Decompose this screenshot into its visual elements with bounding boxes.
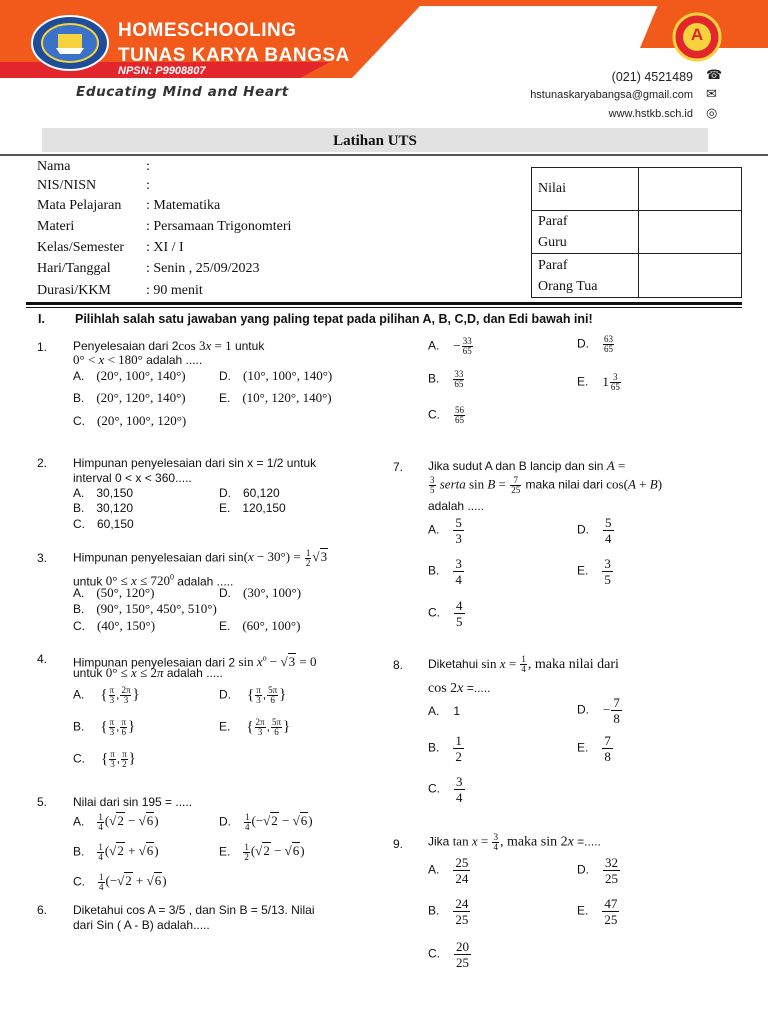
q4-option-e[interactable]: E. { $\frac{2\pi}{3}$ , $\frac{5\pi}{6}$ } [219,717,291,737]
identity-row [37,178,150,194]
q2-option-a[interactable] [73,486,133,500]
nilai-label: Nilai [532,168,639,211]
phone-number: (021) 4521489 [611,70,693,84]
q7-option-c[interactable] [428,598,466,629]
q8-stem-1: Diketahui sin x = $\frac{1}{4}$ , maka nilai dari [428,654,619,674]
q2-d-value: 60,120 [243,486,280,500]
q3-stem-2: untuk $0^\circ \le x \le 720^0$ adalah ..... [73,573,234,589]
q8-option-e[interactable]: E. $\frac{7}{8}$ [577,733,611,764]
q7-stem-1: Jika sudut A dan B lancip dan sin A = [428,458,626,473]
identity-label: Nama [37,159,71,174]
q8-text-c: =..... [463,681,491,695]
q3-text-c: adalah ..... [173,574,234,589]
q4-a-label: A. [73,687,85,702]
q5-a-label: A. [73,814,85,829]
identity-label: NIS/NISN [37,178,97,193]
badge-letter: A [690,25,704,44]
q1-e-label: E. [219,391,231,405]
q9-stem: Jika tan x = $\frac{3}{4}$ , maka sin 2x =..... [428,832,601,852]
q5-d-label: D. [219,814,231,829]
q6-option-b[interactable] [428,370,465,389]
q3-b-label: B. [73,602,85,616]
q2-a-value: 30,150 [96,486,134,500]
q2-e-value: 120,150 [242,501,286,515]
identity-value[interactable]: Senin , 25/09/2023 [153,261,260,276]
q5-e-label: E. [219,844,231,859]
q9-option-c[interactable]: C. $\frac{20}{25}$ [428,939,469,970]
q2-c-value: 60,150 [97,517,134,531]
q3-b-value: (90°, 150°, 450°, 510°) [96,601,217,616]
header-divider [0,154,768,156]
q9-c-label: C. [428,946,440,961]
q3-text-a: Himpunan penyelesaian dari [73,550,229,565]
q3-option-b[interactable] [73,602,217,616]
q1-d-label: D. [219,369,231,383]
email-address: hstunaskaryabangsa@gmail.com [530,89,693,101]
q2-b-value: 30,120 [96,501,134,515]
q8-text-a: Diketahui [428,656,482,671]
q6-option-a[interactable]: A. − $\frac{33}{65}$ [428,336,472,356]
identity-label: Durasi/KKM [37,283,111,298]
q5-option-e[interactable]: E. $\frac{1}{2}$ (√2 − √6) [219,842,305,862]
mail-icon: ✉ [706,86,717,101]
q2-d-label: D. [219,486,231,500]
q3-option-a[interactable] [73,586,154,600]
q3-d-value: (30°, 100°) [243,585,302,600]
q7-a-label: A. [428,522,440,537]
identity-value[interactable]: XI / I [153,240,184,255]
q7-text-c: maka nilai dari [522,477,607,492]
q7-option-a[interactable] [428,515,465,546]
identity-label: Materi [37,219,75,234]
q4-stem-1: Himpunan penyelesaian dari 2 $\sin x^o - √3 = 0$ [73,654,317,670]
q8-stem-2: cos 2x =..... [428,681,491,696]
q1-e-value: (10°, 120°, 140°) [242,390,332,405]
q3-e-value: (60°, 100°) [242,618,301,633]
q8-e-label: E. [577,740,589,755]
q6-a-num: 33 [462,336,472,346]
q4-text-b: untuk [73,666,106,680]
q8-number: 8. [393,658,404,672]
q6-option-c[interactable] [428,406,466,425]
q6-e-num: 3 [610,373,621,383]
q4-option-d[interactable]: D. { $\frac{\pi}{3}$ , $\frac{5\pi}{6}$ } [219,685,287,705]
q6-d-num: 63 [604,334,613,344]
q1-number: 1. [37,340,48,354]
q1-text-c: adalah ..... [142,353,203,367]
q6-c-label: C. [428,407,440,422]
q4-e-label: E. [219,719,231,734]
q8-option-a[interactable] [428,704,460,718]
q1-c-label: C. [73,414,85,428]
q7-number: 7. [393,460,404,474]
q2-option-b[interactable] [73,501,133,515]
identity-value[interactable]: Persamaan Trigonomteri [153,219,292,234]
paraf-guru-label [532,211,639,254]
paraf-ortu-label-2: Orang Tua [538,278,598,294]
q6-number: 6. [37,903,48,917]
q4-option-b[interactable]: B. { $\frac{\pi}{3}$ , $\frac{\pi}{6}$ } [73,717,136,737]
paraf-ortu-label-1: Paraf [538,257,568,273]
q2-e-label: E. [219,501,231,515]
q7-c-label: C. [428,605,440,620]
q5-option-c[interactable]: C. $\frac{1}{4}$ (−√2 + √6) [73,872,167,892]
q6-e-whole: 1 [602,373,609,389]
identity-sep: : [146,240,150,255]
q7-option-d[interactable] [577,515,615,546]
identity-row [37,198,220,214]
q6-d-label: D. [577,336,589,351]
q3-stem-1: Himpunan penyelesaian dari sin(x − 30°) = $\frac{1}{2}$ √3 [73,548,328,568]
school-npsn: NPSN: P9908807 [118,65,206,77]
q1-text-b: untuk [231,339,265,353]
q4-option-c[interactable]: C. { $\frac{\pi}{3}$ , $\frac{\pi}{2}$ } [73,749,136,769]
q2-b-label: B. [73,501,85,515]
q1-option-d[interactable] [219,369,332,383]
q9-e-label: E. [577,903,589,918]
school-name-line2: TUNAS KARYA BANGSA [118,45,350,66]
identity-value[interactable]: Matematika [153,198,221,213]
identity-sep: : [146,198,150,213]
q5-stem: Nilai dari sin 195 = ..... [73,795,193,809]
q8-option-d[interactable]: D. − $\frac{7}{8}$ [577,695,620,726]
q6-b-num: 33 [454,369,464,379]
q4-d-label: D. [219,687,231,702]
q4-option-a[interactable]: A. { $\frac{\pi}{3}$ , $\frac{2\pi}{3}$ } [73,685,140,705]
q3-a-label: A. [73,586,85,600]
identity-row [37,261,260,277]
section-number: I. [38,312,45,326]
school-name-line1: HOMESCHOOLING [118,20,297,41]
q1-option-b[interactable] [73,391,186,405]
q2-option-e[interactable] [219,501,286,515]
q3-c-label: C. [73,619,85,633]
q1-d-value: (10°, 100°, 140°) [243,368,333,383]
identity-label: Hari/Tanggal [37,261,111,276]
banner-shapes [0,0,768,78]
q2-c-label: C. [73,517,85,531]
header-banner [0,0,768,78]
identity-value[interactable]: 90 menit [153,283,203,298]
q4-c-label: C. [73,751,85,766]
school-logo [30,14,110,72]
q6-b-den: 65 [454,379,464,389]
q1-a-value: (20°, 100°, 140°) [96,368,186,383]
globe-icon: ◎ [706,105,718,120]
q9-text-b: , maka [499,834,541,850]
q6-option-e[interactable] [577,373,622,392]
q6-e-label: E. [577,374,589,389]
nilai-cell[interactable] [639,168,742,211]
q3-text-b: untuk [73,574,106,589]
q5-c-label: C. [73,874,85,889]
identity-sep: : [146,219,150,234]
identity-sep: : [146,178,150,193]
paraf-ortu-label [532,254,639,298]
identity-sep: : [146,261,150,276]
q4-text-a: Himpunan penyelesaian dari 2 [73,655,239,670]
q1-stem-2: 0° < x < 180° adalah ..... [73,352,203,367]
q9-number: 9. [393,837,404,851]
q3-option-c[interactable] [73,619,155,633]
q7-d-label: D. [577,522,589,537]
q2-stem-2: interval 0 < x < 360..... [73,471,192,485]
q3-option-d[interactable] [219,586,301,600]
q3-number: 3. [37,551,48,565]
q8-d-label: D. [577,702,589,717]
q4-b-label: B. [73,719,85,734]
q5-option-b[interactable]: B. $\frac{1}{4}$ (√2 + √6) [73,842,159,862]
q1-option-c[interactable] [73,414,186,428]
q6-b-label: B. [428,371,440,386]
q4-text-c: adalah ..... [163,666,223,680]
q5-option-a[interactable]: A. $\frac{1}{4}$ (√2 − √6) [73,812,159,832]
identity-sep: : [146,283,150,298]
q5-option-d[interactable]: D. $\frac{1}{4}$ (−√2 − √6) [219,812,313,832]
page-title: Latihan UTS [42,128,708,152]
q1-option-a[interactable] [73,369,186,383]
q4-stem-2: untuk 0° ≤ x ≤ 2π adalah ..... [73,665,223,680]
identity-row [37,240,184,256]
q3-d-label: D. [219,586,231,600]
q5-number: 5. [37,795,48,809]
score-table [531,167,742,298]
q3-e-label: E. [219,619,231,633]
q7-stem-3: adalah ..... [428,499,485,513]
paraf-guru-label-2: Guru [538,235,567,250]
q1-b-value: (20°, 120°, 140°) [96,390,186,405]
identity-row [37,283,203,299]
q2-stem-1: Himpunan penyelesaian dari sin x = 1/2 untuk [73,456,317,470]
q9-b-label: B. [428,903,440,918]
q9-option-e[interactable]: E. $\frac{47}{25}$ [577,896,618,927]
q6-c-num: 56 [455,405,464,415]
identity-label: Kelas/Semester [37,240,125,255]
q1-a-label: A. [73,369,85,383]
q6-c-den: 65 [455,415,464,425]
q2-option-d[interactable] [219,486,280,500]
q6-e-den: 65 [610,382,620,392]
q1-b-label: B. [73,391,85,405]
paraf-guru-cell[interactable] [639,211,742,254]
section-rule-top [26,302,742,305]
school-motto: Educating Mind and Heart [76,84,289,100]
q7-text-a: Jika sudut A dan B lancip dan sin [428,459,607,473]
q6-stem-1: Diketahui cos A = 3/5 , dan Sin B = 5/13. Nilai [73,903,315,917]
q2-number: 2. [37,456,48,470]
section-instruction: Pilihlah salah satu jawaban yang paling tepat pada pilihan A, B, C,D, dan Edi bawah ini! [75,312,593,326]
q6-option-d[interactable] [577,335,615,354]
q1-text-a: Penyelesaian dari 2 [73,339,179,353]
q7-d-fraction: $\frac{5}{4}$ [605,515,612,546]
q6-a-den: 65 [462,346,472,356]
q7-c-fraction: $\frac{4}{5}$ [456,598,463,629]
q7-option-e[interactable] [577,556,614,587]
section-rule-bottom [26,307,742,308]
paraf-ortu-cell[interactable] [639,254,742,298]
q9-a-label: A. [428,862,440,877]
q7-e-label: E. [577,563,589,578]
identity-label: Mata Pelajaran [37,198,122,213]
q8-c-label: C. [428,781,440,796]
identity-row [37,219,291,235]
q8-a-value: 1 [453,704,461,718]
q3-c-value: (40°, 150°) [97,618,156,633]
paraf-guru-label-1: Paraf [538,214,568,229]
q7-a-fraction: $\frac{5}{3}$ [455,515,462,546]
q8-a-label: A. [428,704,440,718]
q7-stem-2: $\frac{3}{5}$ serta sin B = $\frac{7}{25}$ maka nilai dari cos(A + B) [430,475,663,495]
q6-a-label: A. [428,338,440,353]
q7-b-fraction: $\frac{3}{4}$ [455,556,462,587]
q9-text-a: Jika [428,834,453,849]
q8-option-b[interactable]: B. $\frac{1}{2}$ [428,733,462,764]
q5-b-label: B. [73,844,85,859]
identity-sep: : [146,159,150,174]
q9-option-b[interactable]: B. $\frac{24}{25}$ [428,896,469,927]
website-url: www.hstkb.sch.id [608,108,693,120]
q9-option-d[interactable]: D. $\frac{32}{25}$ [577,855,618,886]
q6-stem-2: dari Sin ( A - B) adalah..... [73,918,210,932]
q1-stem: Penyelesaian dari 2cos 3x = 1 untuk [73,338,265,353]
q3-option-e[interactable] [219,619,300,633]
identity-row [37,159,150,175]
q7-text-b: serta [436,476,469,492]
q9-d-label: D. [577,862,589,877]
q1-c-value: (20°, 100°, 120°) [97,413,187,428]
q9-option-a[interactable]: A. $\frac{25}{24}$ [428,855,469,886]
q3-a-value: (50°, 120°) [96,585,155,600]
q2-option-c[interactable] [73,517,134,531]
q7-option-b[interactable] [428,556,465,587]
q8-option-c[interactable]: C. $\frac{3}{4}$ [428,774,463,805]
q7-e-fraction: $\frac{3}{5}$ [604,556,611,587]
q8-b-label: B. [428,740,440,755]
phone-icon: ☎ [706,67,723,82]
q7-b-label: B. [428,563,440,578]
q1-option-e[interactable] [219,391,332,405]
q9-text-c: =..... [573,834,601,849]
q8-text-b: , maka nilai dari [527,656,619,672]
q2-a-label: A. [73,486,85,500]
accreditation-badge [672,12,722,62]
q6-d-den: 65 [604,344,613,354]
q4-number: 4. [37,652,48,666]
